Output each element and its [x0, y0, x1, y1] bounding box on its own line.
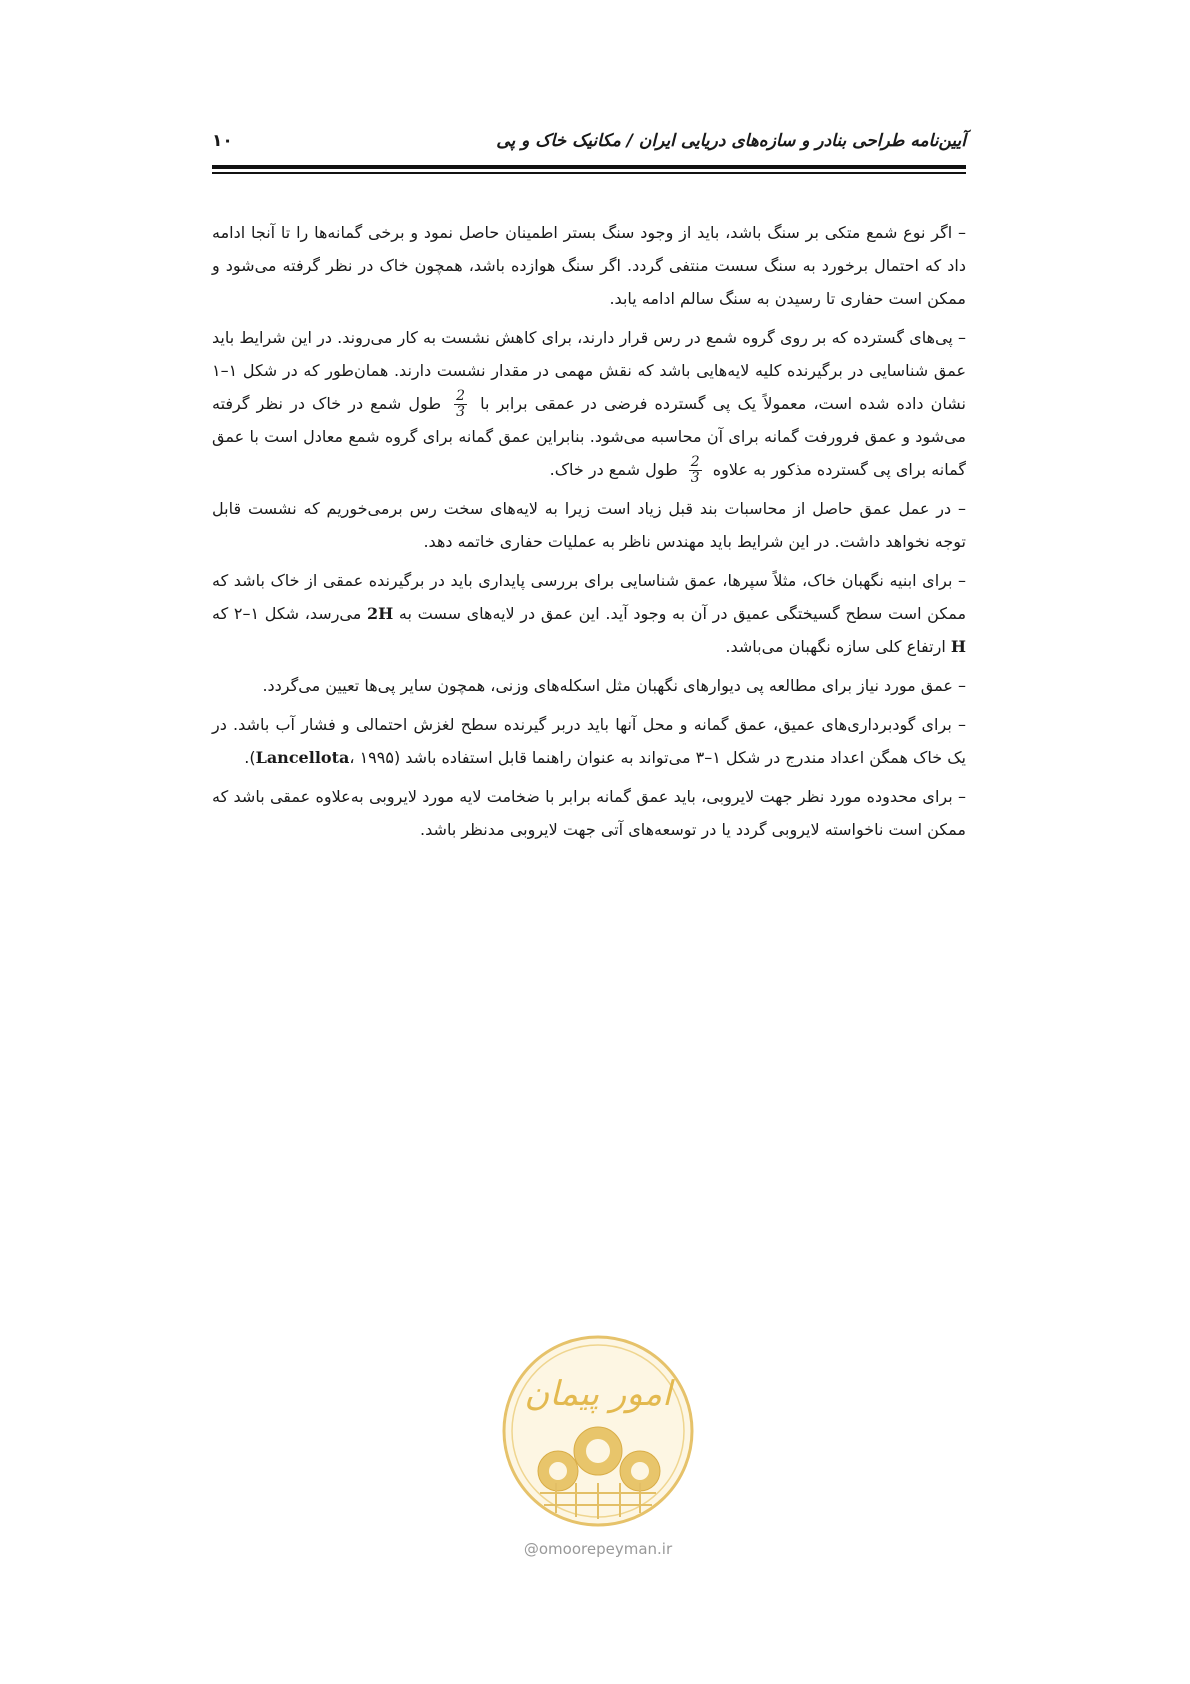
fraction-denominator: 3: [690, 470, 700, 486]
paragraph-2: [212, 321, 966, 486]
fraction-denominator: 3: [456, 404, 466, 420]
paragraph-2-part-a: – پی‌های گسترده که بر روی گروه شمع در رس قرار دارند، برای کاهش نشست به کار می‌روند. در این شرایط باید عمق شناسایی در برگیرنده کلیه لایه‌هایی باشد که نقش مهمی در مقدار نشست دارند. همان‌طور که در شکل ۱–۱ نشان داده شده است، معمولاً یک پی گسترده فرضی در عمقی برابر با: [212, 328, 966, 413]
logo-text: امور پیمان: [524, 1374, 672, 1414]
paragraph-3: – در عمل عمق حاصل از محاسبات بند قبل زیاد است زیرا به لایه‌های سخت رس برمی‌خوریم که نشست قابل توجه نخواهد داشت. در این شرایط باید مهندس ناظر به عملیات حفاری خاتمه دهد.: [212, 499, 966, 551]
logo-seal-icon: [500, 1333, 696, 1529]
watermark-logo: [500, 1333, 696, 1529]
citation-author: Lancellota: [255, 748, 350, 767]
fraction-numerator: 2: [690, 454, 700, 470]
fraction-two-thirds: [689, 455, 702, 486]
body-text: [212, 216, 966, 852]
paragraph-2-part-b: طول شمع در خاک در نظر گرفته می‌شود و عمق فرورفت گمانه برای آن محاسبه می‌شود. بنابراین عمق گمانه برای گروه شمع معادل است با عمق گمانه برای پی گسترده مذکور به علاوه: [212, 394, 966, 479]
paragraph-4-part-c: ارتفاع کلی سازه نگهبان می‌باشد.: [725, 637, 946, 656]
paragraph-6-part-a: – برای گودبرداری‌های عمیق، عمق گمانه و محل آنها باید دربر گیرنده سطح لغزش احتمالی و فشار آب باشد. در یک خاک همگن اعداد مندرج در شکل ۱–۳ می‌تواند به عنوان راهنما قابل استفاده باشد (: [212, 715, 966, 767]
paragraph-6: [212, 708, 966, 774]
header-rule-thick: [212, 165, 966, 169]
header-rule-thin: [212, 172, 966, 174]
page-number: ۱۰: [212, 131, 233, 151]
logo-caption: @omoorepeyman.ir: [523, 1540, 673, 1558]
paragraph-7: – برای محدوده مورد نظر جهت لایروبی، باید عمق گمانه برابر با ضخامت لایه مورد لایروبی به‌علاوه عمقی باشد که ممکن است ناخواسته لایروبی گردد یا در توسعه‌های آتی جهت لایروبی مدنظر باشد.: [212, 787, 966, 839]
symbol-2h: 2H: [367, 604, 394, 623]
symbol-h: H: [950, 637, 966, 656]
header-title: آیین‌نامه طراحی بنادر و سازه‌های دریایی ایران / مکانیک خاک و پی: [496, 131, 966, 151]
paragraph-1: – اگر نوع شمع متکی بر سنگ باشد، باید از وجود سنگ بستر اطمینان حاصل نمود و برخی گمانه‌ها را تا آنجا ادامه داد که احتمال برخورد به سنگ سست منتفی گردد. اگر سنگ هوازده باشد، همچون خاک در نظر گرفته می‌شود و ممکن است حفاری تا رسیدن به سنگ سالم ادامه یابد.: [212, 223, 966, 308]
running-header: [212, 125, 966, 165]
paragraph-2-part-c: طول شمع در خاک.: [549, 460, 678, 479]
paragraph-4: [212, 564, 966, 663]
paragraph-6-part-b: ، ۱۹۹۵).: [244, 748, 394, 767]
fraction-numerator: 2: [456, 388, 466, 404]
paragraph-4-part-b: می‌رسد، شکل ۱–۲ که: [212, 604, 362, 623]
fraction-two-thirds: [454, 389, 467, 420]
paragraph-5: – عمق مورد نیاز برای مطالعه پی دیوارهای نگهبان مثل اسکله‌های وزنی، همچون سایر پی‌ها تعیین می‌گردد.: [262, 676, 966, 695]
paragraph-4-part-a: – برای ابنیه نگهبان خاک، مثلاً سپرها، عمق شناسایی برای بررسی پایداری باید در برگیرنده عمقی از خاک باشد که ممکن است سطح گسیختگی عمیق در آن به وجود آید. این عمق در لایه‌های سست به: [212, 571, 967, 623]
